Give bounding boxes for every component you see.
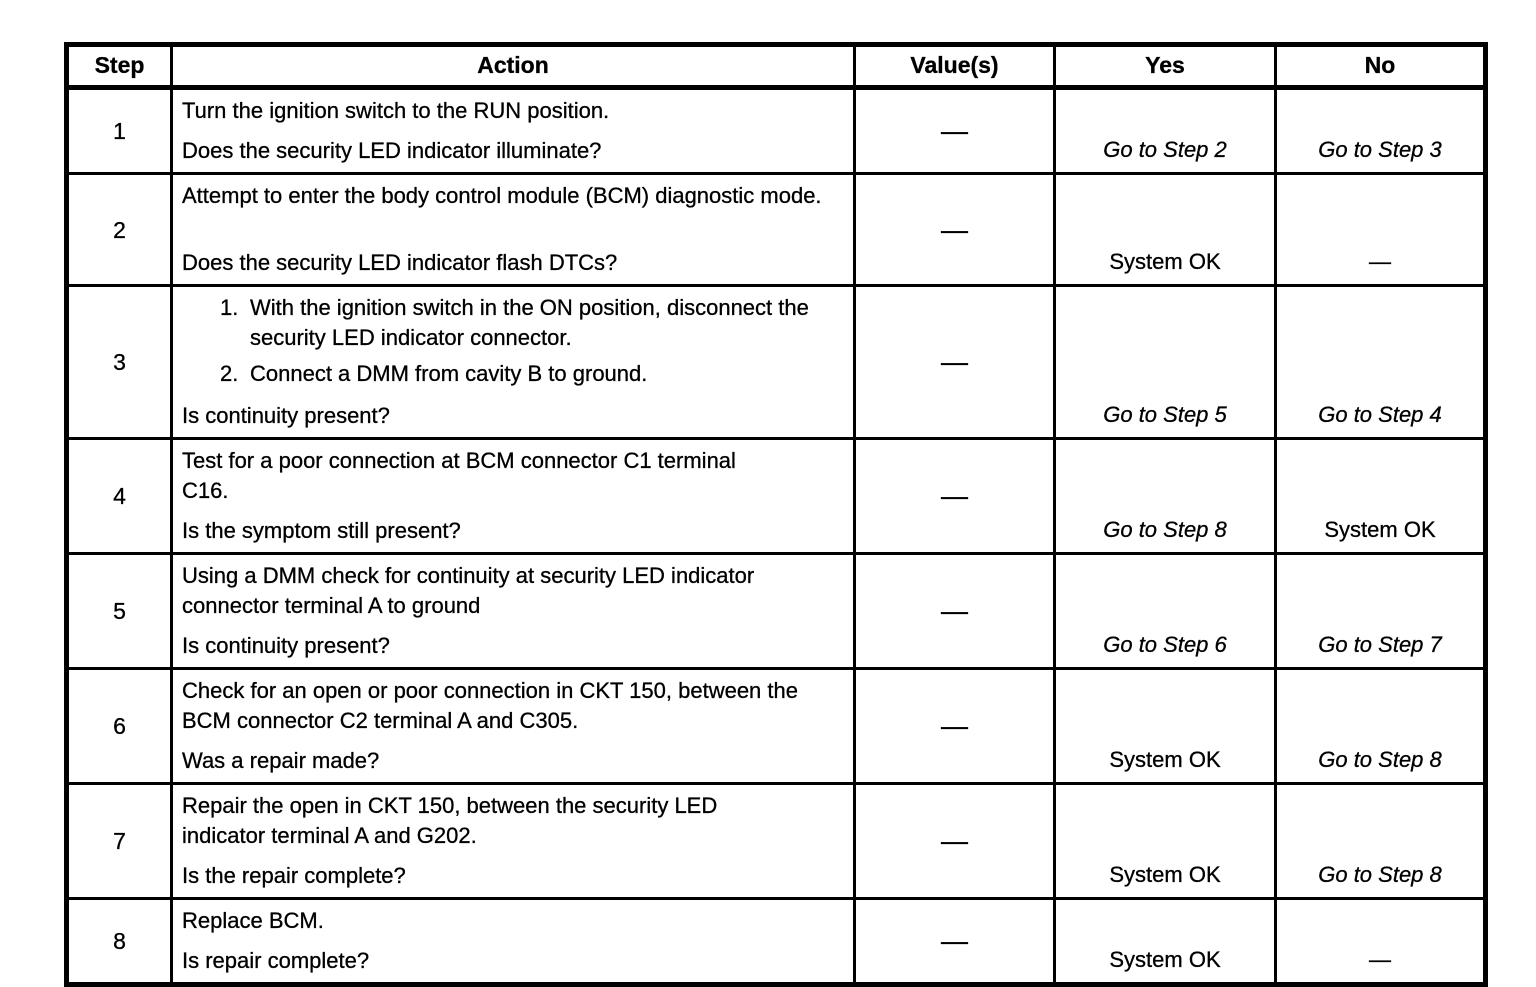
action-cell	[172, 88, 855, 174]
value-cell: —	[855, 174, 1055, 286]
step-number: 1	[67, 88, 172, 174]
value-cell: —	[855, 669, 1055, 784]
yes-cell: System OK	[1055, 899, 1276, 985]
column-header-action: Action	[172, 45, 855, 88]
value-cell: —	[855, 784, 1055, 899]
action-paragraph: Turn the ignition switch to the RUN position.	[182, 98, 610, 123]
value-cell: —	[855, 286, 1055, 439]
action-paragraph: Repair the open in CKT 150, between the security LED indicator terminal A and G202.	[182, 793, 718, 848]
value-cell: —	[855, 88, 1055, 174]
action-question: Does the security LED indicator illuminate?	[182, 138, 602, 163]
header-row	[67, 45, 1486, 88]
action-cell	[172, 899, 855, 985]
action-cell	[172, 554, 855, 669]
list-item-text: With the ignition switch in the ON position, disconnect the security LED indicator connector.	[250, 295, 809, 350]
list-item	[220, 359, 847, 389]
list-number: 2.	[220, 361, 239, 386]
no-cell: System OK	[1276, 439, 1486, 554]
value-cell: —	[855, 899, 1055, 985]
list-item-text: Connect a DMM from cavity B to ground.	[250, 361, 648, 386]
no-cell: Go to Step 7	[1276, 554, 1486, 669]
action-numbered-list	[220, 293, 847, 389]
action-paragraph: Check for an open or poor connection in CKT 150, between the BCM connector C2 terminal A and C305.	[182, 678, 798, 733]
yes-cell: Go to Step 6	[1055, 554, 1276, 669]
table-row-step-7	[67, 784, 1486, 899]
yes-cell: Go to Step 5	[1055, 286, 1276, 439]
action-question: Is continuity present?	[182, 633, 390, 658]
yes-cell: System OK	[1055, 784, 1276, 899]
step-number: 5	[67, 554, 172, 669]
no-cell: —	[1276, 899, 1486, 985]
action-question: Does the security LED indicator flash DTCs?	[182, 250, 618, 275]
action-paragraph: Using a DMM check for continuity at security LED indicator connector terminal A to ground	[182, 563, 755, 618]
value-cell: —	[855, 439, 1055, 554]
action-cell	[172, 439, 855, 554]
action-cell	[172, 286, 855, 439]
yes-cell: Go to Step 8	[1055, 439, 1276, 554]
no-cell: Go to Step 3	[1276, 88, 1486, 174]
yes-cell: System OK	[1055, 669, 1276, 784]
step-number: 4	[67, 439, 172, 554]
yes-cell: System OK	[1055, 174, 1276, 286]
column-header-no: No	[1276, 45, 1486, 88]
table-row-step-5	[67, 554, 1486, 669]
action-paragraph: Test for a poor connection at BCM connector C1 terminal C16.	[182, 448, 736, 503]
table-row-step-6	[67, 669, 1486, 784]
action-question: Is the repair complete?	[182, 863, 406, 888]
table-row-step-3	[67, 286, 1486, 439]
table-row-step-1	[67, 88, 1486, 174]
action-paragraph: Attempt to enter the body control module (BCM) diagnostic mode.	[182, 183, 822, 208]
step-number: 6	[67, 669, 172, 784]
diagnostic-table	[64, 42, 1488, 987]
yes-cell: Go to Step 2	[1055, 88, 1276, 174]
action-cell	[172, 174, 855, 286]
value-cell: —	[855, 554, 1055, 669]
column-header-step: Step	[67, 45, 172, 88]
step-number: 7	[67, 784, 172, 899]
action-cell	[172, 784, 855, 899]
table-row-step-4	[67, 439, 1486, 554]
step-number: 2	[67, 174, 172, 286]
action-cell	[172, 669, 855, 784]
action-paragraph: Replace BCM.	[182, 908, 324, 933]
step-number: 3	[67, 286, 172, 439]
column-header-values: Value(s)	[855, 45, 1055, 88]
no-cell: Go to Step 4	[1276, 286, 1486, 439]
column-header-yes: Yes	[1055, 45, 1276, 88]
action-question: Was a repair made?	[182, 748, 380, 773]
step-number: 8	[67, 899, 172, 985]
list-number: 1.	[220, 295, 239, 320]
action-question: Is the symptom still present?	[182, 518, 461, 543]
action-question: Is repair complete?	[182, 948, 370, 973]
no-cell: Go to Step 8	[1276, 669, 1486, 784]
table-row-step-8	[67, 899, 1486, 985]
action-question: Is continuity present?	[182, 403, 390, 428]
no-cell: —	[1276, 174, 1486, 286]
table-row-step-2	[67, 174, 1486, 286]
no-cell: Go to Step 8	[1276, 784, 1486, 899]
list-item	[220, 293, 847, 353]
